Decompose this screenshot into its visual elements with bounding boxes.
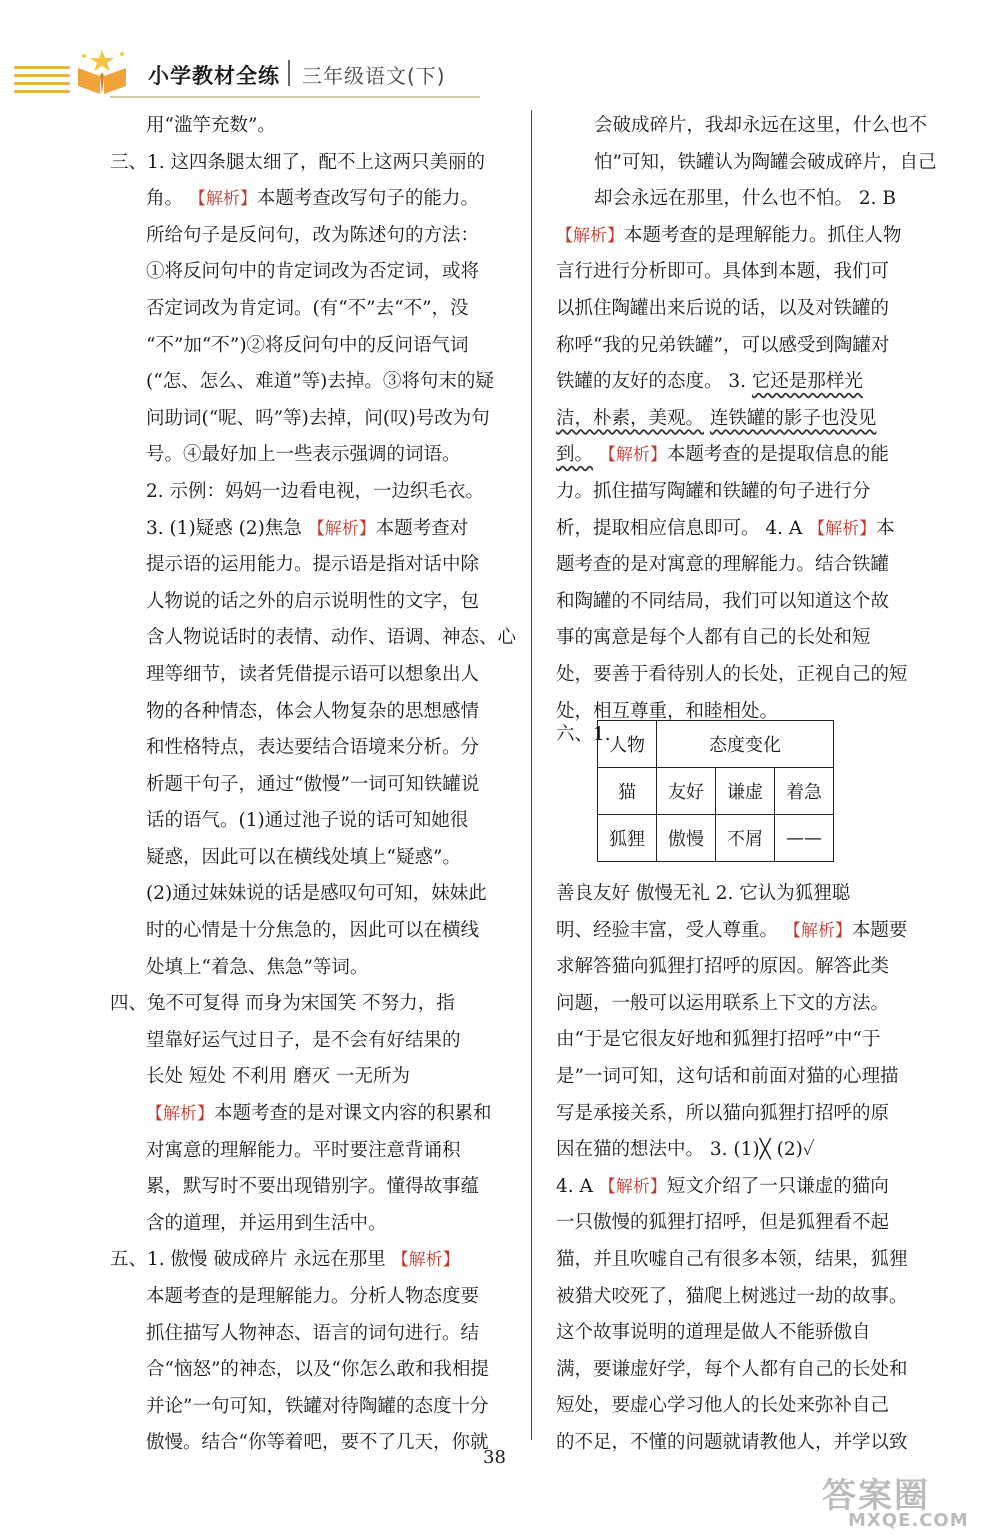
- text-segment: 长处 短处 不利用 磨灭 一无所为: [146, 1066, 411, 1088]
- text-line: [556, 620, 956, 657]
- text-segment: 本题考查对: [375, 517, 469, 539]
- text-segment: 和性格特点，表达要结合语境来分析。分: [146, 737, 480, 759]
- text-line: [556, 1242, 956, 1279]
- text-segment: 五、1. 傲慢 破成碎片 永远在那里: [110, 1249, 392, 1271]
- text-line: [110, 511, 520, 548]
- text-segment: 却会永远在那里，什么也不怕。 2. B: [594, 188, 897, 210]
- text-line: [110, 1316, 520, 1353]
- text-line: [110, 181, 520, 218]
- text-segment: (“怎、怎么、难道”等)去掉。③将句末的疑: [146, 371, 494, 393]
- right-column-bottom: [556, 876, 956, 1462]
- text-segment: 写是承接关系，所以猫向狐狸打招呼的原: [556, 1102, 890, 1124]
- text-segment: 用“滥竽充数”。: [146, 115, 276, 136]
- text-line: [110, 767, 520, 804]
- column-divider: [531, 110, 532, 1440]
- table-cell: 谦虚: [716, 768, 775, 815]
- table-cell: ——: [775, 815, 834, 862]
- text-line: [556, 657, 956, 694]
- attitude-table: [597, 720, 834, 862]
- text-line: [110, 254, 520, 291]
- text-segment: 物的各种情态，体会人物复杂的思想感情: [146, 700, 480, 722]
- text-line: [110, 584, 520, 621]
- text-line: [556, 511, 956, 548]
- text-segment: 时的心情是十分焦急的，因此可以在横线: [146, 920, 480, 942]
- text-segment: 话的语气。(1)通过池子说的话可知她很: [146, 810, 469, 832]
- text-line: [110, 328, 520, 365]
- text-segment: 人物说的话之外的启示说明性的文字，包: [146, 590, 480, 612]
- text-segment: 析，提取相应信息即可。 4. A: [556, 517, 809, 539]
- text-segment: 善良友好 傲慢无礼 2. 它认为狐狸聪: [556, 883, 851, 904]
- text-line: [110, 291, 520, 328]
- text-line: [556, 1279, 956, 1316]
- text-segment: 否定词改为肯定词。(有“不”去“不”，没: [146, 297, 469, 319]
- text-line: [556, 328, 956, 365]
- text-segment: 疑惑，因此可以在横线处填上“疑惑”。: [146, 846, 461, 868]
- text-line: [556, 913, 956, 950]
- underlined-answer: 到。: [556, 444, 594, 466]
- left-column: [110, 108, 520, 1462]
- text-segment: 含人物说话时的表情、动作、语调、神态、心: [146, 627, 517, 649]
- text-line: [556, 949, 956, 986]
- header-separator: [288, 60, 290, 86]
- text-segment: 处，相互尊重，和睦相处。: [556, 700, 779, 722]
- table-cell: 猫: [598, 768, 657, 815]
- text-segment: 短处，要虚心学习他人的长处来弥补自己: [556, 1395, 890, 1417]
- text-segment: 抓住描写人物神态、语言的词句进行。结: [146, 1322, 480, 1344]
- book-subtitle: 三年级语文(下): [302, 64, 446, 88]
- text-line: [556, 876, 956, 913]
- text-line: [556, 437, 956, 474]
- table-cell: 狐狸: [598, 815, 657, 862]
- text-segment: 这个故事说明的道理是做人不能骄傲自: [556, 1322, 871, 1344]
- text-line: [556, 108, 956, 145]
- text-line: [110, 145, 520, 182]
- text-segment: 问助词(“呢、吗”等)去掉，问(叹)号改为句: [146, 407, 490, 429]
- analysis-tag: 【解析】: [598, 1176, 667, 1197]
- text-segment: 4. A: [556, 1175, 599, 1197]
- text-segment: 傲慢。结合“你等着吧，要不了几天，你就: [146, 1432, 489, 1454]
- text-segment: 是”一词可知，这句话和前面对猫的心理描: [556, 1065, 899, 1087]
- underlined-answer: 它还是那样光: [751, 371, 863, 393]
- analysis-tag: 【解析】: [146, 1104, 214, 1125]
- text-segment: 本题要: [851, 919, 908, 941]
- text-segment: ①将反问句中的肯定词改为否定词，或将: [146, 261, 480, 283]
- table-cell: 友好: [657, 768, 716, 815]
- text-segment: 事的寓意是每个人都有自己的长处和短: [556, 627, 871, 649]
- text-segment: 三、1. 这四条腿太细了，配不上这两只美丽的: [110, 151, 486, 173]
- analysis-tag: 【解析】: [783, 920, 852, 941]
- analysis-tag: 【解析】: [307, 518, 376, 539]
- underlined-answer: 连铁罐的影子也没见: [709, 407, 877, 429]
- text-line: [110, 1023, 520, 1060]
- text-line: [110, 620, 520, 657]
- text-segment: 本题考查改写句子的能力。: [256, 188, 479, 210]
- text-line: [556, 1205, 956, 1242]
- text-line: [556, 1132, 956, 1169]
- table-row: [598, 815, 834, 862]
- text-line: [556, 1096, 956, 1133]
- question-6-label: 六、1.: [556, 724, 611, 745]
- text-segment: 由“于是它很友好地和狐狸打招呼”中“于: [556, 1029, 881, 1051]
- text-line: [110, 913, 520, 950]
- text-segment: 猫，并且吹嘘自己有很多本领，结果，狐狸: [556, 1248, 908, 1270]
- text-segment: 3. (1)疑惑 (2)焦急: [146, 517, 308, 539]
- text-line: [110, 1279, 520, 1316]
- text-line: [556, 1352, 956, 1389]
- text-segment: 本题考查的是对课文内容的积累和: [214, 1103, 492, 1125]
- text-segment: 本题考查的是理解能力。抓住人物: [624, 224, 902, 246]
- underlined-answer: 洁，朴素，美观。: [556, 407, 705, 429]
- text-line: [556, 145, 956, 182]
- text-line: [110, 1096, 520, 1133]
- text-line: [110, 840, 520, 877]
- text-segment: 合“恼怒”的神态，以及“你怎么敢和我相提: [146, 1359, 489, 1381]
- text-segment: 言行进行分析即可。具体到本题，我们可: [556, 261, 890, 283]
- text-segment: 四、兔不可复得 而身为宋国笑 不努力，指: [110, 993, 455, 1015]
- book-logo-icon: [70, 46, 134, 96]
- analysis-tag: 【解析】: [391, 1250, 460, 1271]
- text-segment: 本: [876, 517, 895, 539]
- text-segment: 角。: [146, 188, 189, 210]
- text-line: [556, 1315, 956, 1352]
- text-line: [556, 401, 956, 438]
- analysis-tag: 【解析】: [188, 189, 257, 210]
- table-header-person: 人物: [598, 721, 657, 768]
- analysis-tag: 【解析】: [808, 518, 877, 539]
- right-column-top: [556, 108, 956, 730]
- table-cell: 傲慢: [657, 815, 716, 862]
- text-line: [556, 1388, 956, 1425]
- table-row: [598, 768, 834, 815]
- text-line: [110, 437, 520, 474]
- text-line: [556, 254, 956, 291]
- text-line: [110, 730, 520, 767]
- text-segment: 和陶罐的不同结局，我们可以知道这个故: [556, 590, 890, 612]
- text-segment: 短文介绍了一只谦虚的猫向: [666, 1175, 889, 1197]
- text-line: [556, 291, 956, 328]
- analysis-tag: 【解析】: [556, 225, 624, 246]
- text-segment: 求解答猫向狐狸打招呼的原因。解答此类: [556, 956, 890, 978]
- text-line: [110, 1352, 520, 1389]
- text-segment: 铁罐的友好的态度。 3.: [556, 371, 752, 393]
- text-segment: 本题考查的是提取信息的能: [666, 444, 889, 466]
- text-line: [110, 657, 520, 694]
- text-line: [110, 547, 520, 584]
- text-line: [110, 803, 520, 840]
- table-cell: 着急: [775, 768, 834, 815]
- text-segment: 一只傲慢的狐狸打招呼，但是狐狸看不起: [556, 1212, 890, 1234]
- text-line: [110, 108, 520, 145]
- text-line: [556, 547, 956, 584]
- text-segment: 怕”可知，铁罐认为陶罐会破成碎片，自己: [594, 151, 937, 173]
- text-line: [110, 1206, 520, 1243]
- watermark-text: 答案圈: [822, 1476, 930, 1516]
- page-header: [0, 0, 989, 110]
- text-segment: 2. 示例：妈妈一边看电视，一边织毛衣。: [146, 480, 485, 502]
- text-segment: 号。④最好加上一些表示强调的词语。: [146, 444, 461, 466]
- text-segment: 会破成碎片，我却永远在这里，什么也不: [594, 115, 928, 136]
- table-header-attitude-change: 态度变化: [657, 721, 834, 768]
- text-segment: 处填上“着急、焦急”等词。: [146, 956, 369, 978]
- text-segment: 因在猫的想法中。 3. (1)╳ (2)✓: [556, 1139, 815, 1161]
- text-line: [556, 181, 956, 218]
- text-segment: 以抓住陶罐出来后说的话，以及对铁罐的: [556, 297, 890, 319]
- text-segment: 提示语的运用能力。提示语是指对话中除: [146, 554, 480, 576]
- text-line: [556, 364, 956, 401]
- text-line: [556, 1169, 956, 1206]
- text-segment: 含的道理，并运用到生活中。: [146, 1212, 387, 1234]
- text-segment: 并论”一句可知，铁罐对待陶罐的态度十分: [146, 1395, 489, 1417]
- text-segment: 满，要谦虚好学，每个人都有自己的长处和: [556, 1358, 908, 1380]
- text-line: [110, 876, 520, 913]
- text-segment: 本题考查的是理解能力。分析人物态度要: [146, 1286, 480, 1307]
- text-line: [556, 474, 956, 511]
- text-segment: 理等细节，读者凭借提示语可以想象出人: [146, 663, 480, 685]
- text-segment: 累，默写时不要出现错别字。懂得故事蕴: [146, 1176, 480, 1198]
- text-line: [110, 1242, 520, 1279]
- analysis-tag: 【解析】: [598, 445, 667, 466]
- text-line: [110, 474, 520, 511]
- page-number: 38: [483, 1447, 506, 1468]
- text-segment: “不”加“不”)②将反问句中的反问语气词: [146, 334, 469, 356]
- text-line: [556, 986, 956, 1023]
- text-segment: (2)通过妹妹说的话是感叹句可知，妹妹此: [146, 883, 487, 905]
- watermark-url: MXQE.COM: [848, 1510, 969, 1531]
- text-segment: 被猎犬咬死了，猫爬上树逃过一劫的故事。: [556, 1285, 908, 1307]
- text-segment: 问题，一般可以运用联系上下文的方法。: [556, 992, 890, 1014]
- text-line: [556, 218, 956, 255]
- text-segment: 处，要善于看待别人的长处，正视自己的短: [556, 663, 908, 685]
- text-line: [110, 1133, 520, 1170]
- text-segment: 望靠好运气过日子，是不会有好结果的: [146, 1029, 461, 1051]
- book-title: 小学教材全练: [148, 64, 280, 88]
- text-line: [110, 1169, 520, 1206]
- table-cell: 不屑: [716, 815, 775, 862]
- text-line: [110, 364, 520, 401]
- text-line: [110, 986, 520, 1023]
- text-segment: 称呼“我的兄弟铁罐”，可以感受到陶罐对: [556, 334, 890, 356]
- text-line: [110, 218, 520, 255]
- text-line: [110, 1059, 520, 1096]
- text-line: [556, 584, 956, 621]
- header-underline: [110, 96, 480, 98]
- text-line: [556, 1059, 956, 1096]
- text-segment: 题考查的是对寓意的理解能力。结合铁罐: [556, 554, 890, 576]
- text-segment: 对寓意的理解能力。平时要注意背诵积: [146, 1139, 461, 1161]
- text-segment: 力。抓住描写陶罐和铁罐的句子进行分: [556, 480, 871, 502]
- header-decoration: [14, 66, 70, 98]
- text-segment: 的不足，不懂的问题就请教他人，并学以致: [556, 1431, 908, 1453]
- text-line: [110, 1389, 520, 1426]
- text-segment: 析题干句子，通过“傲慢”一词可知铁罐说: [146, 773, 480, 795]
- text-segment: 明、经验丰富，受人尊重。: [556, 919, 784, 941]
- text-line: [110, 694, 520, 731]
- text-line: [556, 1022, 956, 1059]
- text-line: [110, 950, 520, 987]
- text-segment: 所给句子是反问句，改为陈述句的方法：: [146, 224, 480, 246]
- text-line: [110, 401, 520, 438]
